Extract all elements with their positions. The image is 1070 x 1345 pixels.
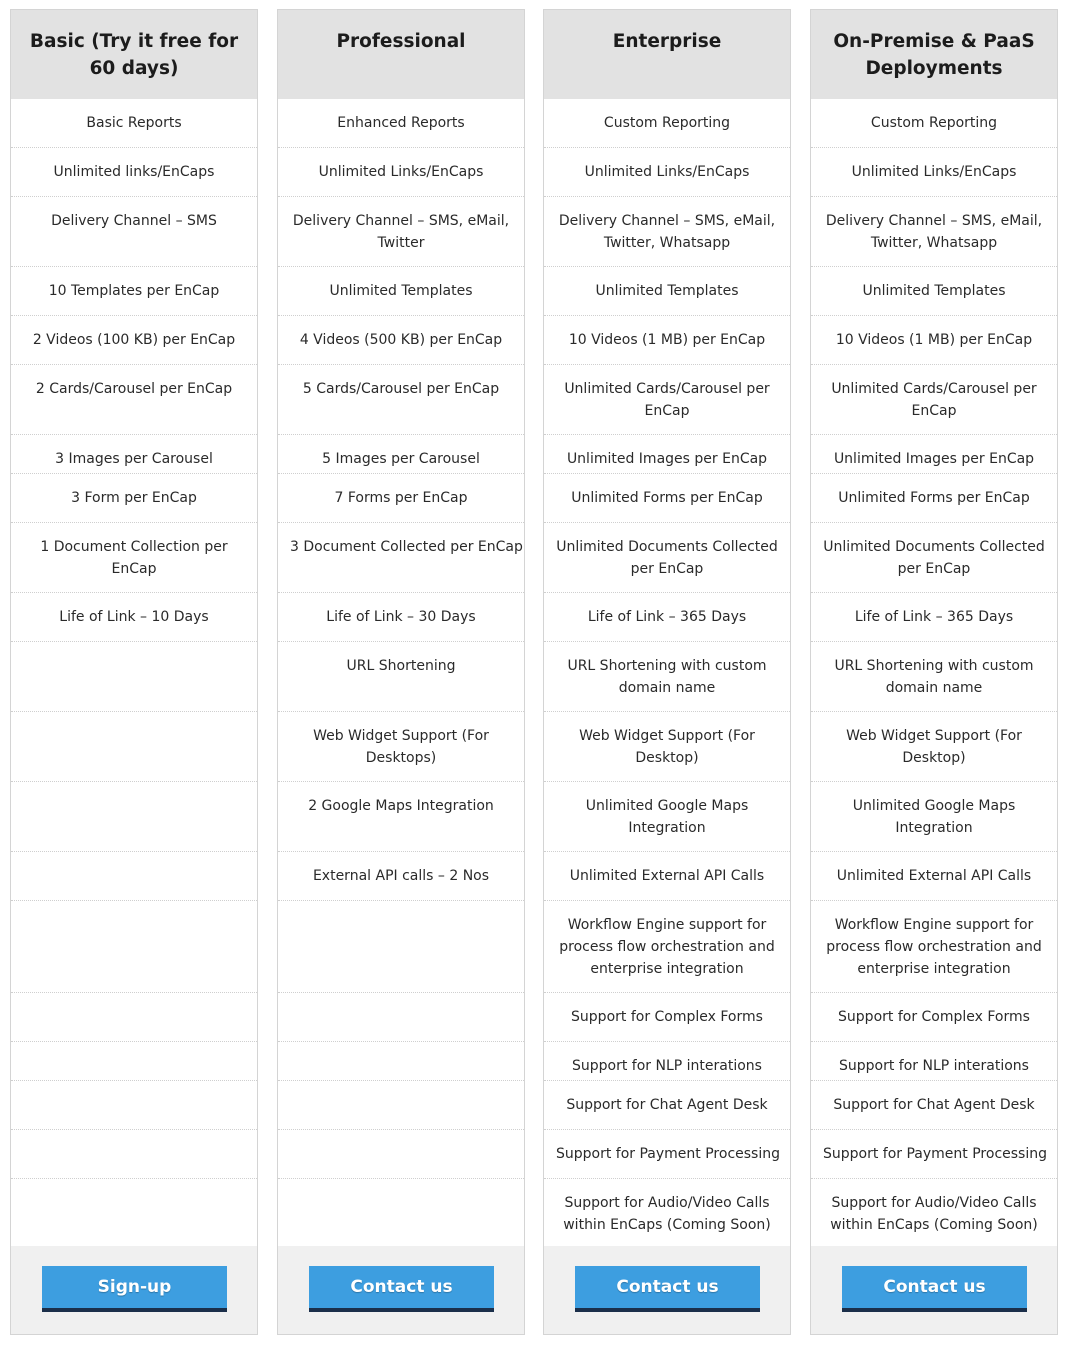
plan-feature: Web Widget Support (For Desktops) <box>278 712 524 782</box>
plan-feature <box>11 993 257 1042</box>
plan-feature: Unlimited Forms per EnCap <box>544 474 790 523</box>
plan-column <box>277 9 525 1335</box>
plan-footer <box>811 1246 1057 1334</box>
plan-feature: Unlimited Templates <box>811 267 1057 316</box>
plan-footer <box>544 1246 790 1334</box>
plan-feature: Unlimited Links/EnCaps <box>278 148 524 197</box>
plan-feature: Unlimited Google Maps Integration <box>811 782 1057 852</box>
plan-feature <box>11 782 257 852</box>
plan-feature: Workflow Engine support for process flow orchestration and enterprise integration <box>544 901 790 993</box>
plan-feature <box>278 1179 524 1248</box>
plan-feature <box>11 712 257 782</box>
plan-feature: Support for NLP interations <box>811 1042 1057 1081</box>
plan-feature: Custom Reporting <box>811 99 1057 148</box>
plan-feature: Delivery Channel – SMS, eMail, Twitter, Whatsapp <box>544 197 790 267</box>
plan-feature: 5 Cards/Carousel per EnCap <box>278 365 524 435</box>
plan-feature: Unlimited Templates <box>278 267 524 316</box>
plan-feature <box>278 1042 524 1081</box>
plan-feature: Support for Audio/Video Calls within EnCaps (Coming Soon) <box>830 1195 1038 1233</box>
plan-feature <box>278 1130 524 1179</box>
plan-feature: Support for Complex Forms <box>811 993 1057 1042</box>
plan-feature <box>278 1081 524 1130</box>
plan-feature: Delivery Channel – SMS, eMail, Twitter <box>278 197 524 267</box>
plan-feature: Unlimited Documents Collected per EnCap <box>544 523 790 593</box>
plan-feature <box>278 901 524 993</box>
plan-feature <box>11 901 257 993</box>
plan-feature: Enhanced Reports <box>278 99 524 148</box>
plan-feature: Delivery Channel – SMS, eMail, Twitter, Whatsapp <box>811 197 1057 267</box>
plan-feature: Web Widget Support (For Desktop) <box>544 712 790 782</box>
plan-feature: 3 Document Collected per EnCap <box>278 523 524 593</box>
plan-title: On-Premise & PaaS Deployments <box>811 10 1057 99</box>
plan-feature: 10 Videos (1 MB) per EnCap <box>544 316 790 365</box>
contact-us-button[interactable]: Contact us <box>842 1266 1027 1312</box>
plan-feature <box>11 1081 257 1130</box>
plan-title: Basic (Try it free for 60 days) <box>11 10 257 99</box>
plan-feature: 2 Google Maps Integration <box>278 782 524 852</box>
plan-feature: 2 Cards/Carousel per EnCap <box>11 365 257 435</box>
plan-feature: Unlimited Forms per EnCap <box>811 474 1057 523</box>
plan-feature <box>278 993 524 1042</box>
plan-feature: Web Widget Support (For Desktop) <box>811 712 1057 782</box>
plan-feature <box>11 852 257 901</box>
plan-feature: Support for Payment Processing <box>811 1130 1057 1179</box>
plan-feature: Unlimited Cards/Carousel per EnCap <box>544 365 790 435</box>
plan-feature: Unlimited links/EnCaps <box>11 148 257 197</box>
plan-column <box>10 9 258 1335</box>
plan-feature: Basic Reports <box>11 99 257 148</box>
plan-feature: Support for Payment Processing <box>544 1130 790 1179</box>
plan-feature <box>11 1179 257 1248</box>
plan-feature: Custom Reporting <box>544 99 790 148</box>
plan-feature: 7 Forms per EnCap <box>278 474 524 523</box>
plan-feature: 1 Document Collection per EnCap <box>11 523 257 593</box>
plan-feature: Unlimited Images per EnCap <box>811 435 1057 474</box>
plan-feature: Life of Link – 365 Days <box>811 593 1057 642</box>
sign-up-button[interactable]: Sign-up <box>42 1266 227 1312</box>
plan-title: Enterprise <box>544 10 790 99</box>
plan-feature: 2 Videos (100 KB) per EnCap <box>11 316 257 365</box>
plan-feature: Delivery Channel – SMS <box>11 197 257 267</box>
contact-us-button[interactable]: Contact us <box>575 1266 760 1312</box>
plan-feature: Support for Chat Agent Desk <box>811 1081 1057 1130</box>
plan-feature: External API calls – 2 Nos <box>278 852 524 901</box>
plan-column <box>810 9 1058 1335</box>
plan-feature: Unlimited Templates <box>544 267 790 316</box>
plan-feature: URL Shortening with custom domain name <box>544 642 790 712</box>
plan-feature: Support for Complex Forms <box>544 993 790 1042</box>
plan-column <box>543 9 791 1335</box>
plan-feature: Life of Link – 365 Days <box>544 593 790 642</box>
plan-feature: 10 Videos (1 MB) per EnCap <box>811 316 1057 365</box>
plan-feature: Support for Audio/Video Calls within EnCaps (Coming Soon) <box>563 1195 771 1233</box>
plan-feature: Unlimited Google Maps Integration <box>544 782 790 852</box>
plan-feature: Unlimited Links/EnCaps <box>811 148 1057 197</box>
plan-feature: 3 Form per EnCap <box>11 474 257 523</box>
plan-feature: Unlimited Documents Collected per EnCap <box>811 523 1057 593</box>
plan-feature: Support for Chat Agent Desk <box>544 1081 790 1130</box>
plan-feature: Unlimited External API Calls <box>811 852 1057 901</box>
plan-feature: Unlimited Images per EnCap <box>544 435 790 474</box>
plan-feature: 10 Templates per EnCap <box>11 267 257 316</box>
plan-feature: 4 Videos (500 KB) per EnCap <box>278 316 524 365</box>
plan-footer <box>11 1246 257 1334</box>
plan-feature: Life of Link – 10 Days <box>11 593 257 642</box>
plan-footer <box>278 1246 524 1334</box>
plan-feature: Unlimited Links/EnCaps <box>544 148 790 197</box>
plan-feature: URL Shortening <box>278 642 524 712</box>
plan-feature <box>11 1042 257 1081</box>
plan-feature: 3 Images per Carousel <box>11 435 257 474</box>
plan-feature: Workflow Engine support for process flow orchestration and enterprise integration <box>811 901 1057 993</box>
plan-feature: Life of Link – 30 Days <box>278 593 524 642</box>
plan-feature <box>11 642 257 712</box>
plan-feature: 5 Images per Carousel <box>278 435 524 474</box>
plan-title: Professional <box>278 10 524 99</box>
contact-us-button[interactable]: Contact us <box>309 1266 494 1312</box>
plan-feature: URL Shortening with custom domain name <box>811 642 1057 712</box>
plan-feature <box>11 1130 257 1179</box>
plan-feature: Unlimited External API Calls <box>544 852 790 901</box>
plan-feature: Unlimited Cards/Carousel per EnCap <box>811 365 1057 435</box>
plan-feature: Support for NLP interations <box>544 1042 790 1081</box>
